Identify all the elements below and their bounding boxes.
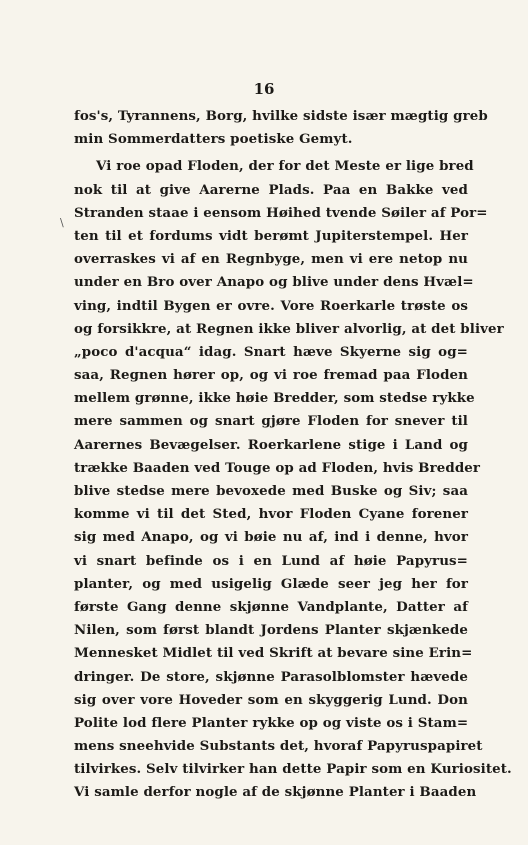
text-line: tilvirkes. Selv tilvirker han dette Papir som en Kuriositet. <box>74 761 512 778</box>
text-line: under en Bro over Anapo og blive under dens Hvæl= <box>74 274 474 291</box>
text-line: Mennesket Midlet til ved Skrift at bevare sine Erin= <box>74 645 473 662</box>
text-line: overraskes vi af en Regnbyge, men vi ere netop nu <box>74 251 468 268</box>
text-line: første Gang denne skjønne Vandplante, Datter af <box>74 598 468 615</box>
text-line: blive stedse mere bevoxede med Buske og Siv; saa <box>74 483 468 499</box>
text-line: sig over vore Hoveder som en skyggerig Lund. Don <box>74 691 468 708</box>
text-line: Nilen, som først blandt Jordens Planter skjænkede <box>74 622 468 639</box>
text-line: nok til at give Aarerne Plads. Paa en Bakke ved <box>74 181 468 198</box>
text-line: Aarernes Bevægelser. Roerkarlene stige i Land og <box>74 436 468 453</box>
text-line: sig med Anapo, og vi bøie nu af, ind i denne, hvor <box>74 529 468 546</box>
text-line: mens sneehvide Substants det, hvoraf Papyruspapiret <box>74 738 483 755</box>
text-line: „poco d'acqua“ idag. Snart hæve Skyerne sig og= <box>74 343 468 360</box>
page-number: 16 <box>253 80 275 98</box>
text-line: komme vi til det Sted, hvor Floden Cyane forener <box>74 506 468 523</box>
text-line: ten til et fordums vidt berømt Jupiterstempel. Her <box>74 227 468 244</box>
text-line: saa, Regnen hører op, og vi roe fremad paa Floden <box>74 367 468 384</box>
text-line: Polite lod flere Planter rykke op og viste os i Stam= <box>74 714 469 731</box>
text-line: Vi roe opad Floden, der for det Meste er lige bred <box>96 158 474 175</box>
body-text <box>74 105 512 805</box>
text-line: trække Baaden ved Touge op ad Floden, hvis Bredder <box>74 459 481 476</box>
text-line: Vi samle derfor nogle af de skjønne Planter i Baaden <box>74 784 477 801</box>
text-line: Stranden staae i eensom Høihed tvende Søiler af Por= <box>74 204 488 221</box>
text-line: ving, indtil Bygen er ovre. Vore Roerkarle trøste os <box>74 297 468 314</box>
text-line: min Sommerdatters poetiske Gemyt. <box>74 131 353 148</box>
text-line: fos's, Tyrannens, Borg, hvilke sidste især mægtig greb <box>74 108 488 124</box>
text-line: mellem grønne, ikke høie Bredder, som stedse rykke <box>74 390 475 407</box>
text-line: mere sammen og snart gjøre Floden for snever til <box>74 413 468 430</box>
text-line: dringer. De store, skjønne Parasolblomster hævede <box>74 668 468 685</box>
text-line: planter, og med usigelig Glæde seer jeg her for <box>74 575 468 592</box>
margin-mark: \ <box>60 216 64 229</box>
text-line: og forsikkre, at Regnen ikke bliver alvorlig, at det bliver <box>74 320 504 337</box>
text-line: vi snart befinde os i en Lund af høie Papyrus= <box>74 552 468 569</box>
